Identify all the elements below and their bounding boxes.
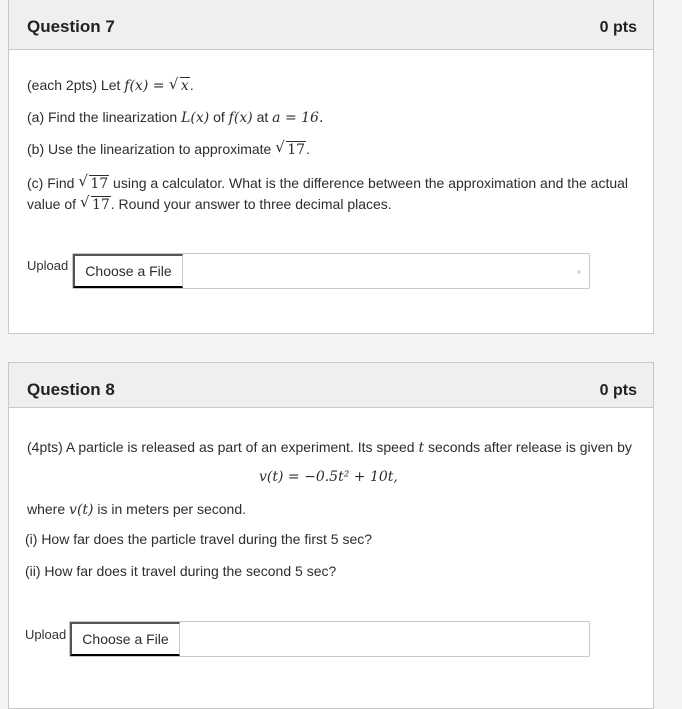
part-a-of: of xyxy=(209,109,229,125)
q8-where-prefix: where xyxy=(27,501,70,517)
intro-prefix: (each 2pts) Let xyxy=(27,77,125,93)
question-7-upload-field[interactable] xyxy=(72,253,590,289)
part-a-Lx: L(x) xyxy=(181,110,210,126)
upload-indicator-dot xyxy=(577,270,581,274)
part-a-prefix: (a) Find the linearization xyxy=(27,109,182,125)
question-8-part-ii: (ii) How far does it travel during the second 5 sec? xyxy=(25,563,337,579)
sqrt-x: √ x xyxy=(168,75,189,94)
question-7-intro xyxy=(27,75,194,96)
question-8-equation: v(t) = −0.5t² + 10t, xyxy=(259,469,398,485)
question-7-part-b xyxy=(27,139,310,160)
question-8-intro xyxy=(27,437,632,458)
part-b-prefix: (b) Use the linearization to approximate xyxy=(27,141,276,157)
sqrt-17-c1-arg: 17 xyxy=(90,176,109,192)
sqrt-x-arg: x xyxy=(180,78,189,94)
question-7-choose-file-button[interactable]: Choose a File xyxy=(73,254,183,288)
sqrt-17-c2-arg: 17 xyxy=(91,197,110,213)
question-7-part-c-line2 xyxy=(27,194,392,215)
sqrt-17-c2: √ 17 xyxy=(79,193,110,213)
question-8-title: Question 8 xyxy=(27,380,115,399)
question-7-points: 0 pts xyxy=(599,19,637,36)
question-8-points: 0 pts xyxy=(599,382,637,399)
q8-intro-t: t xyxy=(418,440,425,456)
sqrt-17-c1: √ 17 xyxy=(78,172,109,192)
question-8-upload-label: Upload xyxy=(25,627,67,642)
part-c-line2-prefix: value of xyxy=(27,196,80,212)
part-a-at: at xyxy=(252,109,273,125)
question-8-header xyxy=(9,363,653,408)
q8-where-vt: v(t) xyxy=(69,502,94,518)
f-definition: f(x) = xyxy=(124,78,169,94)
q8-where-suffix: is in meters per second. xyxy=(93,501,247,517)
question-7-header xyxy=(9,0,653,50)
question-7-card xyxy=(8,0,654,334)
question-7-part-c-line1 xyxy=(27,173,628,194)
part-a-fx: f(x) xyxy=(228,110,253,126)
q8-intro-prefix: (4pts) A particle is released as part of an experiment. Its speed xyxy=(27,439,419,455)
part-c-prefix: (c) Find xyxy=(27,175,79,191)
part-c-line1-suffix: using a calculator. What is the difference between the approximation and the actual xyxy=(109,175,629,191)
sqrt-17-b: √ 17 xyxy=(275,138,306,158)
question-7-upload-label: Upload xyxy=(27,258,69,273)
question-7-part-a xyxy=(27,107,323,128)
question-8-upload-field[interactable] xyxy=(69,621,590,657)
sqrt-17-b-arg: 17 xyxy=(287,142,306,158)
question-8-choose-file-button[interactable]: Choose a File xyxy=(70,622,180,656)
part-b-end: . xyxy=(306,141,310,157)
question-7-title: Question 7 xyxy=(27,17,115,36)
part-a-eq: a = 16. xyxy=(272,110,324,126)
q8-intro-suffix: seconds after release is given by xyxy=(424,439,632,455)
question-8-card xyxy=(8,362,654,709)
question-8-where xyxy=(27,499,246,520)
part-c-line2-suffix: . Round your answer to three decimal places. xyxy=(110,196,392,212)
intro-end: . xyxy=(189,77,194,93)
question-8-part-i: (i) How far does the particle travel during the first 5 sec? xyxy=(25,531,373,547)
